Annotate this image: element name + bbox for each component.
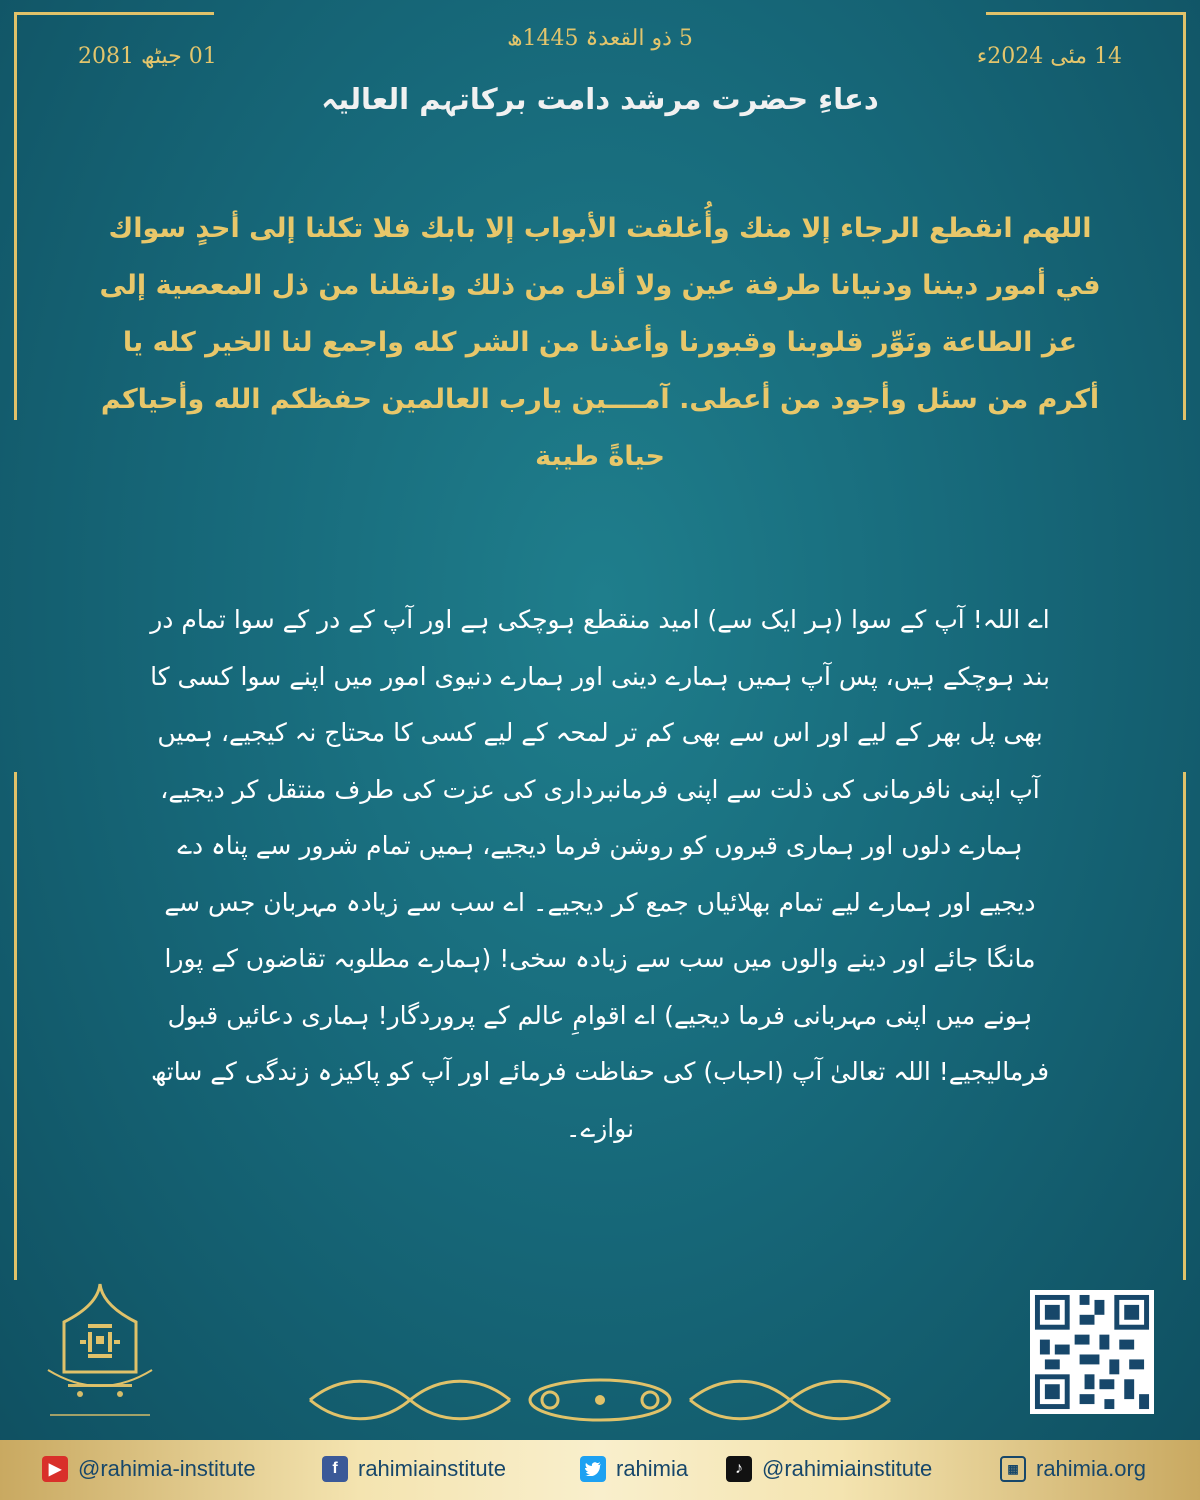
hijri-date: 5 ذو القعدۃ 1445ھ xyxy=(507,26,693,51)
bikrami-date: 01 جیٹھ 2081 xyxy=(78,44,217,69)
logo-emblem-icon xyxy=(40,1280,160,1430)
youtube-link[interactable] xyxy=(42,1454,256,1484)
rahimia-logo xyxy=(40,1280,160,1434)
website-icon: ▦ xyxy=(1000,1456,1026,1482)
twitter-icon xyxy=(580,1456,606,1482)
facebook-icon: f xyxy=(322,1456,348,1482)
frame-right-upper xyxy=(1183,12,1186,420)
frame-left-lower xyxy=(14,772,17,1280)
youtube-icon: ▶ xyxy=(42,1456,68,1482)
website-url: rahimia.org xyxy=(1036,1456,1147,1481)
arabic-prayer-text: اللهم انقطع الرجاء إلا منك وأُغلقت الأبواب إلا بابك فلا تكلنا إلى أحدٍ سواك في أمور ديننا ودنيانا طرفة عين ولا أقل من ذلك وانقلنا من ذل المعصية إلى عز الطاعة ونَوِّر قلوبنا وقبورنا وأعذنا من الشر كله واجمع لنا الخير كله يا أكرم من سئل وأجود من أعطى. آمــــين يارب العالمين حفظكم الله وأحياكم حياةً طيبة xyxy=(99,213,1101,472)
decorative-ornament xyxy=(300,1370,900,1430)
qr-code[interactable] xyxy=(1030,1290,1154,1414)
logo-wordmark xyxy=(68,1384,132,1397)
urdu-translation-text: اے اللہ! آپ کے سوا (ہر ایک سے) امید منقطع ہوچکی ہے اور آپ کے در کے سوا تمام در بند ہوچکے ہیں، پس آپ ہمیں ہمارے دینی اور ہمارے دنیوی امور میں اپنے سوا کسی کا بھی پل بھر کے لیے اور اس سے بھی کم تر لمحہ کے لیے کسی کا محتاج نہ کیجیے، ہمیں آپ اپنی نافرمانی کی ذلت سے اپنی فرمانبرداری کی عزت کی طرف منتقل کر دیجیے، ہمارے دلوں اور ہماری قبروں کو روشن فرما دیجیے، ہمیں تمام شرور سے پناہ دے دیجیے اور ہمارے لیے تمام بھلائیاں جمع کر دیجیے۔ اے سب سے زیادہ مہربان جس سے مانگا جائے اور دینے والوں میں سب سے زیادہ سخی! (ہمارے مطلوبہ تقاضوں کے پورا ہونے میں اپنی مہربانی فرما دیجیے) اے اقوامِ عالم کے پروردگار! ہماری دعائیں قبول فرمالیجیے! اللہ تعالیٰ آپ (احباب) کی حفاظت فرمائے اور آپ کو پاکیزہ زندگی کے ساتھ نوازے۔ xyxy=(150,605,1050,1143)
tiktok-link[interactable] xyxy=(726,1454,932,1484)
frame-right-lower xyxy=(1183,772,1186,1280)
gregorian-date: 14 مئی 2024ء xyxy=(976,44,1122,69)
tiktok-handle: @rahimiainstitute xyxy=(762,1456,933,1481)
facebook-link[interactable] xyxy=(322,1454,506,1484)
frame-top-left xyxy=(14,12,214,15)
frame-top-right xyxy=(986,12,1186,15)
facebook-handle: rahimiainstitute xyxy=(358,1456,506,1481)
twitter-link[interactable] xyxy=(580,1454,688,1484)
website-link[interactable] xyxy=(1000,1454,1146,1484)
page-title: دعاءِ حضرت مرشد دامت برکاتہم العالیہ xyxy=(321,82,879,116)
youtube-handle: @rahimia-institute xyxy=(78,1456,256,1481)
twitter-handle: rahimia xyxy=(616,1456,689,1481)
tiktok-icon: ♪ xyxy=(726,1456,752,1482)
frame-left-upper xyxy=(14,12,17,420)
